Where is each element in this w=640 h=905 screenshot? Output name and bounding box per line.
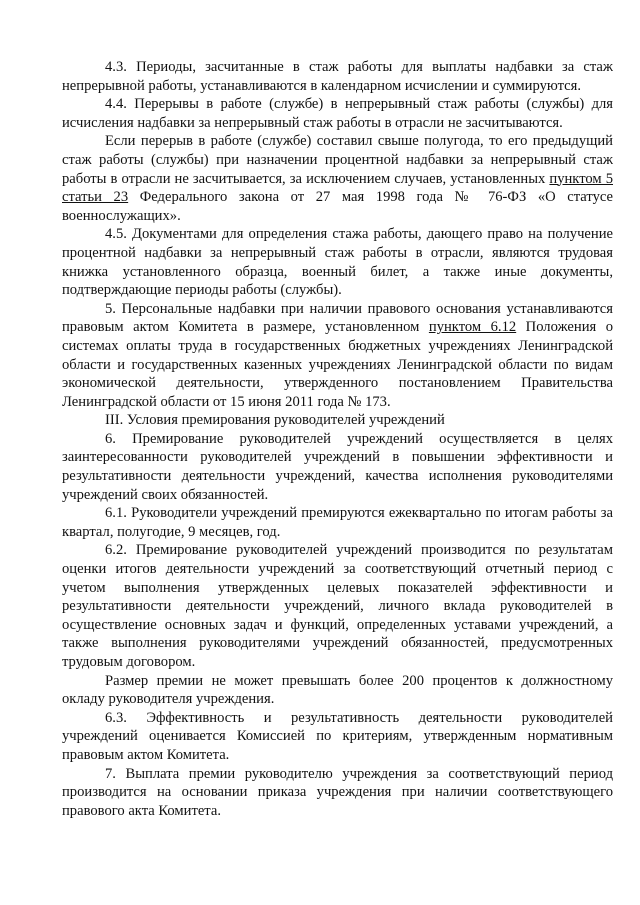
regulation-link-6-12[interactable]: пунктом 6.12 [428, 319, 517, 336]
paragraph-7: 7. Выплата премии руководителю учреждения за соответствующий период производится на основании приказа учреждения при наличии соответствующего правового акта Комитета. [62, 765, 613, 819]
paragraph-text: Если перерыв в работе (службе) составил свыше полугода, то его предыдущий стаж работы (службы) при назначении процентной надбавки за непрерывный стаж работы в отрасли не засчитывается, за исключением случаев, установленных [62, 133, 613, 187]
paragraph-text: 5. Персональные надбавки при наличии правового основания устанавливаются правовым актом Комитета в размере, установленном [62, 300, 613, 336]
paragraph-6-2: 6.2. Премирование руководителей учреждений производится по результатам оценки итогов деятельности учреждений за соответствующий отчетный период с учетом выполнения утвержденных целевых показателей эффективности и результативности деятельности учреждений, личного вклада руководителей в осуществление основных задач и функций, определенных уставами учреждений, а также выполнения руководителями учреждений обязанностей, предусмотренных трудовым договором. [62, 542, 613, 670]
section-heading: III. Условия премирования руководителей учреждений [105, 412, 445, 429]
paragraph-break-period [62, 132, 613, 225]
document-page [62, 58, 613, 820]
law-link-article-23[interactable]: пунктом 5 статьи 23 [62, 170, 613, 206]
paragraph-4-5: 4.5. Документами для определения стажа работы, дающего право на получение процентной надбавки за непрерывный стаж работы в отрасли, являются трудовая книжка установленного образца, военный билет, а также иные документы, подтверждающие периоды работы (службы). [62, 226, 613, 299]
paragraph-text: Федерального закона от 27 мая 1998 года № 76-ФЗ «О статусе военнослужащих». [62, 189, 614, 224]
paragraph-text: Положения о системах оплаты труда в государственных бюджетных учреждениях Ленинградской области и государственных казенных учреждениях Ленинградской области по видам экономической деятельности, утвержденного постановлением Правительства Ленинградской области от 15 июня 2011 года № 173. [62, 319, 613, 410]
paragraph-4-3: 4.3. Периоды, засчитанные в стаж работы для выплаты надбавки за стаж непрерывной работы, устанавливаются в календарном исчислении и суммируются. [62, 59, 613, 94]
paragraph-5 [62, 300, 613, 412]
paragraph-6: 6. Премирование руководителей учреждений осуществляется в целях заинтересованности руководителей учреждений в повышении эффективности и результативности деятельности учреждений, качества исполнения руководителями учреждений своих обязанностей. [62, 430, 613, 503]
paragraph-6-3: 6.3. Эффективность и результативность деятельности руководителей учреждений оценивается Комиссией по критериям, утвержденным нормативным правовым актом Комитета. [62, 709, 613, 763]
paragraph-4-4: 4.4. Перерывы в работе (службе) в непрерывный стаж работы (службы) для исчисления надбавки за непрерывный стаж работы в отрасли не засчитываются. [62, 96, 613, 131]
paragraph-bonus-limit: Размер премии не может превышать более 200 процентов к должностному окладу руководителя учреждения. [62, 672, 613, 708]
paragraph-6-1: 6.1. Руководители учреждений премируются ежеквартально по итогам работы за квартал, полугодие, 9 месяцев, год. [62, 505, 613, 540]
